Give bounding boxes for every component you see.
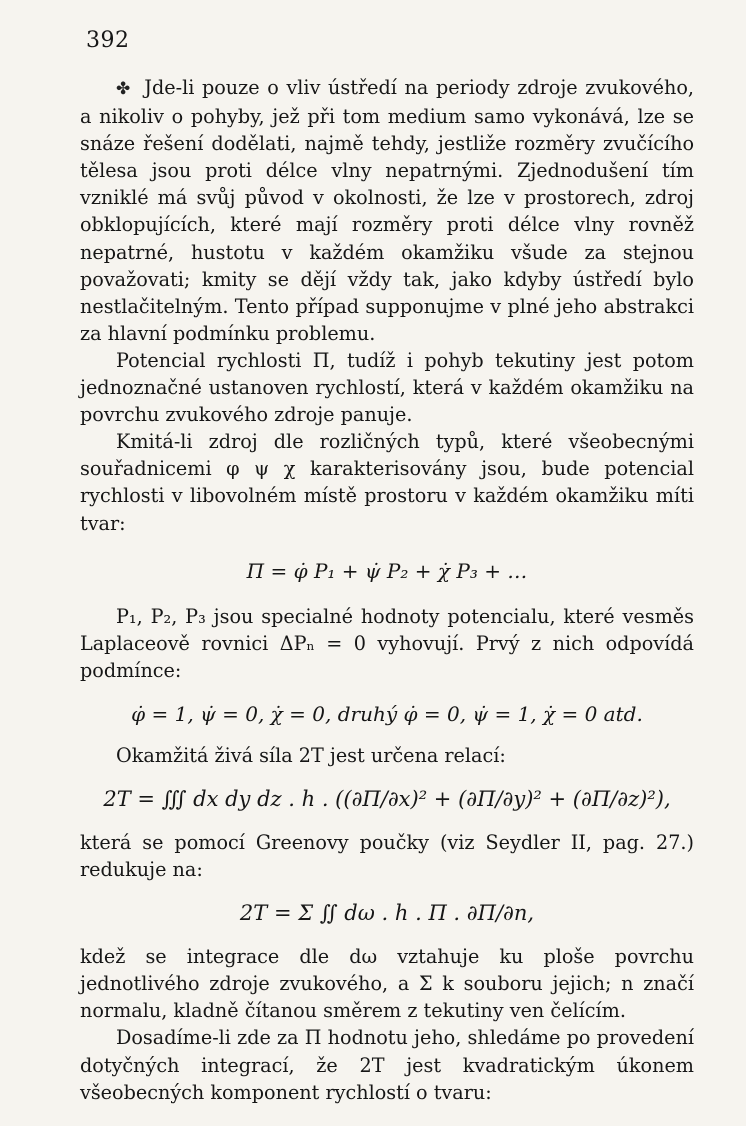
paragraph-8: Dosadíme-li zde za Π hodnotu jeho, shledáme po provedení dotyčných integrací, že 2T jest kvadratickým úkonem všeobecných komponent rychlostí o tvaru:	[80, 1026, 694, 1104]
equation-green-reduction: 2T = Σ ∬ dω . h . Π . ∂Π/∂n,	[239, 901, 535, 926]
paragraph-1-text: Jde-li pouze o vliv ústředí na periody zdroje zvukového, a nikoliv o pohyby, jež při tom medium samo vykonává, lze se snáze řešení dodělati, najmě tehdy, jestliže rozměry zvučícího tělesa jsou proti délce vlny nepatrnými. Zjednodušení tím vzniklé má svůj původ v okolnosti, že lze v prostorech, zdroj obklopujících, které mají rozměry proti délce vlny rovněž nepatrné, hustotu v každém okamžiku všude za stejnou považovati; kmity se dějí vždy tak, jako kdyby ústředí bylo nestlačitelným. Tento případ supponujme v plné jeho abstrakci za hlavní podmínku problemu.	[80, 76, 694, 345]
paragraph-marker-icon: ✤	[116, 79, 131, 99]
paragraph-6: která se pomocí Greenovy poučky (viz Seydler II, pag. 27.) redukuje na:	[80, 830, 694, 882]
page-number: 392	[86, 28, 130, 53]
equation-conditions: φ̇ = 1, ψ̇ = 0, χ̇ = 0, druhý φ̇ = 0, ψ̇ = 1, χ̇ = 0 atd.	[131, 701, 643, 726]
paragraph-4: P₁, P₂, P₃ jsou specialné hodnoty potencialu, které vesměs Laplaceově rovnici ΔPₙ = 0 vyhovují. Prvý z nich odpovídá podmínce:	[80, 604, 694, 682]
paragraph-2: Potencial rychlosti Π, tudíž i pohyb tekutiny jest potom jednoznačné ustanoven rychlostí, která v každém okamžiku na povrchu zvukového zdroje panuje.	[80, 348, 694, 427]
paragraph-7: kdež se integrace dle dω vztahuje ku ploše povrchu jednotlivého zdroje zvukového, a Σ k souboru jejich; n značí normalu, kladně čítanou směrem z tekutiny ven čelícím.	[80, 945, 694, 1023]
equation-kinetic-energy: 2T = ∭ dx dy dz . h . ((∂Π/∂x)² + (∂Π/∂y)² + (∂Π/∂z)²),	[103, 786, 671, 811]
paragraph-5: Okamžitá živá síla 2T jest určena relací:	[116, 743, 506, 767]
equation-potential: Π = φ̇ P₁ + ψ̇ P₂ + χ̇ P₃ + …	[246, 558, 528, 583]
paragraph-1	[80, 74, 694, 347]
page-body	[80, 74, 694, 1106]
paragraph-3: Kmitá-li zdroj dle rozličných typů, které všeobecnými souřadnicemi φ ψ χ karakterisovány jsou, bude potencial rychlosti v libovolném místě prostoru v každém okamžiku míti tvar:	[80, 430, 694, 535]
